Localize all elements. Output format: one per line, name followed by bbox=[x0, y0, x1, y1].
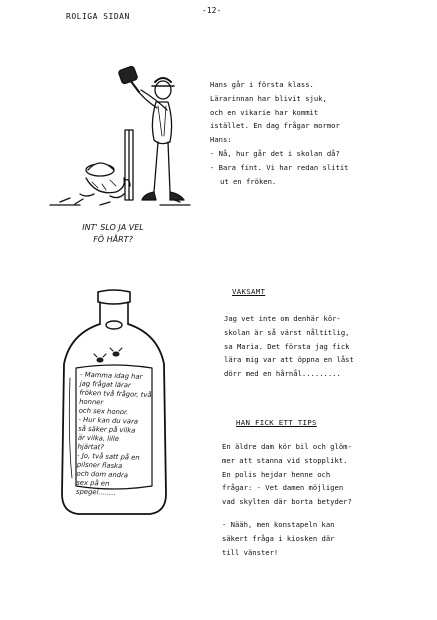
story-tips bbox=[222, 440, 422, 568]
story-teacher-joke bbox=[210, 78, 410, 188]
bottle-line: - Jo, två satt på en bbox=[77, 451, 140, 462]
story3-line: till vänster! bbox=[222, 547, 279, 557]
story3-line: - Nääh, men konstapeln kan bbox=[222, 519, 335, 529]
story3-line: säkert fråga i kiosken där bbox=[222, 533, 335, 543]
cartoon-caption bbox=[68, 222, 158, 246]
section-title: ROLIGA SIDAN bbox=[66, 12, 130, 21]
hammer-cartoon-illustration bbox=[40, 62, 200, 222]
story3-line: frågar: - Vet damen möjligen bbox=[222, 483, 344, 493]
story2-line: sa Maria. Det första jag fick bbox=[224, 341, 350, 351]
story3-paragraph bbox=[222, 440, 422, 509]
page-number: -12- bbox=[202, 6, 222, 15]
story1-line: - Nå, hur går det i skolan då? bbox=[210, 148, 340, 158]
story3-line: mer att stanna vid stopplikt. bbox=[222, 455, 348, 465]
story3-paragraph bbox=[222, 518, 422, 559]
story3-line: En polis hejdar henne och bbox=[222, 469, 331, 479]
bottle-label-text bbox=[76, 371, 160, 500]
bottle-line: fröken två frågor, två honner bbox=[79, 388, 152, 407]
bottle-line: - Mamma idag har bbox=[79, 370, 143, 381]
story1-line: ut en fröken. bbox=[220, 176, 277, 186]
story2-line: skolan är så värst nåltitlig, bbox=[224, 327, 350, 337]
story-vaksamt bbox=[224, 312, 414, 381]
story1-line: - Bara fint. Vi har redan slitit bbox=[210, 162, 349, 172]
bottle-line: sex på en bbox=[76, 478, 110, 488]
story1-line: Lärarinnan har blivit sjuk, bbox=[210, 93, 327, 103]
story3-line: vad skylten där borta betyder? bbox=[222, 497, 352, 507]
story3-heading: HAN FICK ETT TIPS bbox=[236, 418, 317, 427]
bottle-line: och sex honor. bbox=[78, 406, 129, 417]
story2-line: lära mig var att öppna en låst bbox=[224, 355, 354, 365]
bottle-line: spegel........ bbox=[75, 487, 116, 497]
story2-heading: VAKSAMT bbox=[232, 287, 266, 296]
bottle-line: jag frågat lärar bbox=[79, 379, 131, 390]
bottle-line: - Hur kan du vara bbox=[78, 415, 139, 426]
bottle-line: så säker på vilka bbox=[78, 424, 136, 435]
story1-line: Hans: bbox=[210, 135, 232, 145]
bottle-line: och dom andra bbox=[76, 469, 129, 480]
cartoon-caption-line1: INT' SLO JA VEL bbox=[82, 223, 144, 232]
bottle-line: pilsner flaska bbox=[76, 460, 123, 471]
cartoon-caption-line2: FÖ HÅRT? bbox=[93, 235, 133, 244]
story2-line: Jag vet inte om denhär kör- bbox=[224, 314, 341, 323]
bottle-line: är vilka, lille bbox=[77, 433, 120, 444]
story1-line: Hans går i första klass. bbox=[210, 80, 314, 89]
story3-line: En äldre dam kör bil och glöm- bbox=[222, 442, 352, 451]
story2-line: dörr med en hårnål......... bbox=[224, 369, 341, 379]
story1-line: istället. En dag frågar mormor bbox=[210, 121, 340, 131]
story1-line: och en vikarie har kommit bbox=[210, 107, 319, 117]
bottle-line: hjärtat? bbox=[77, 442, 104, 452]
